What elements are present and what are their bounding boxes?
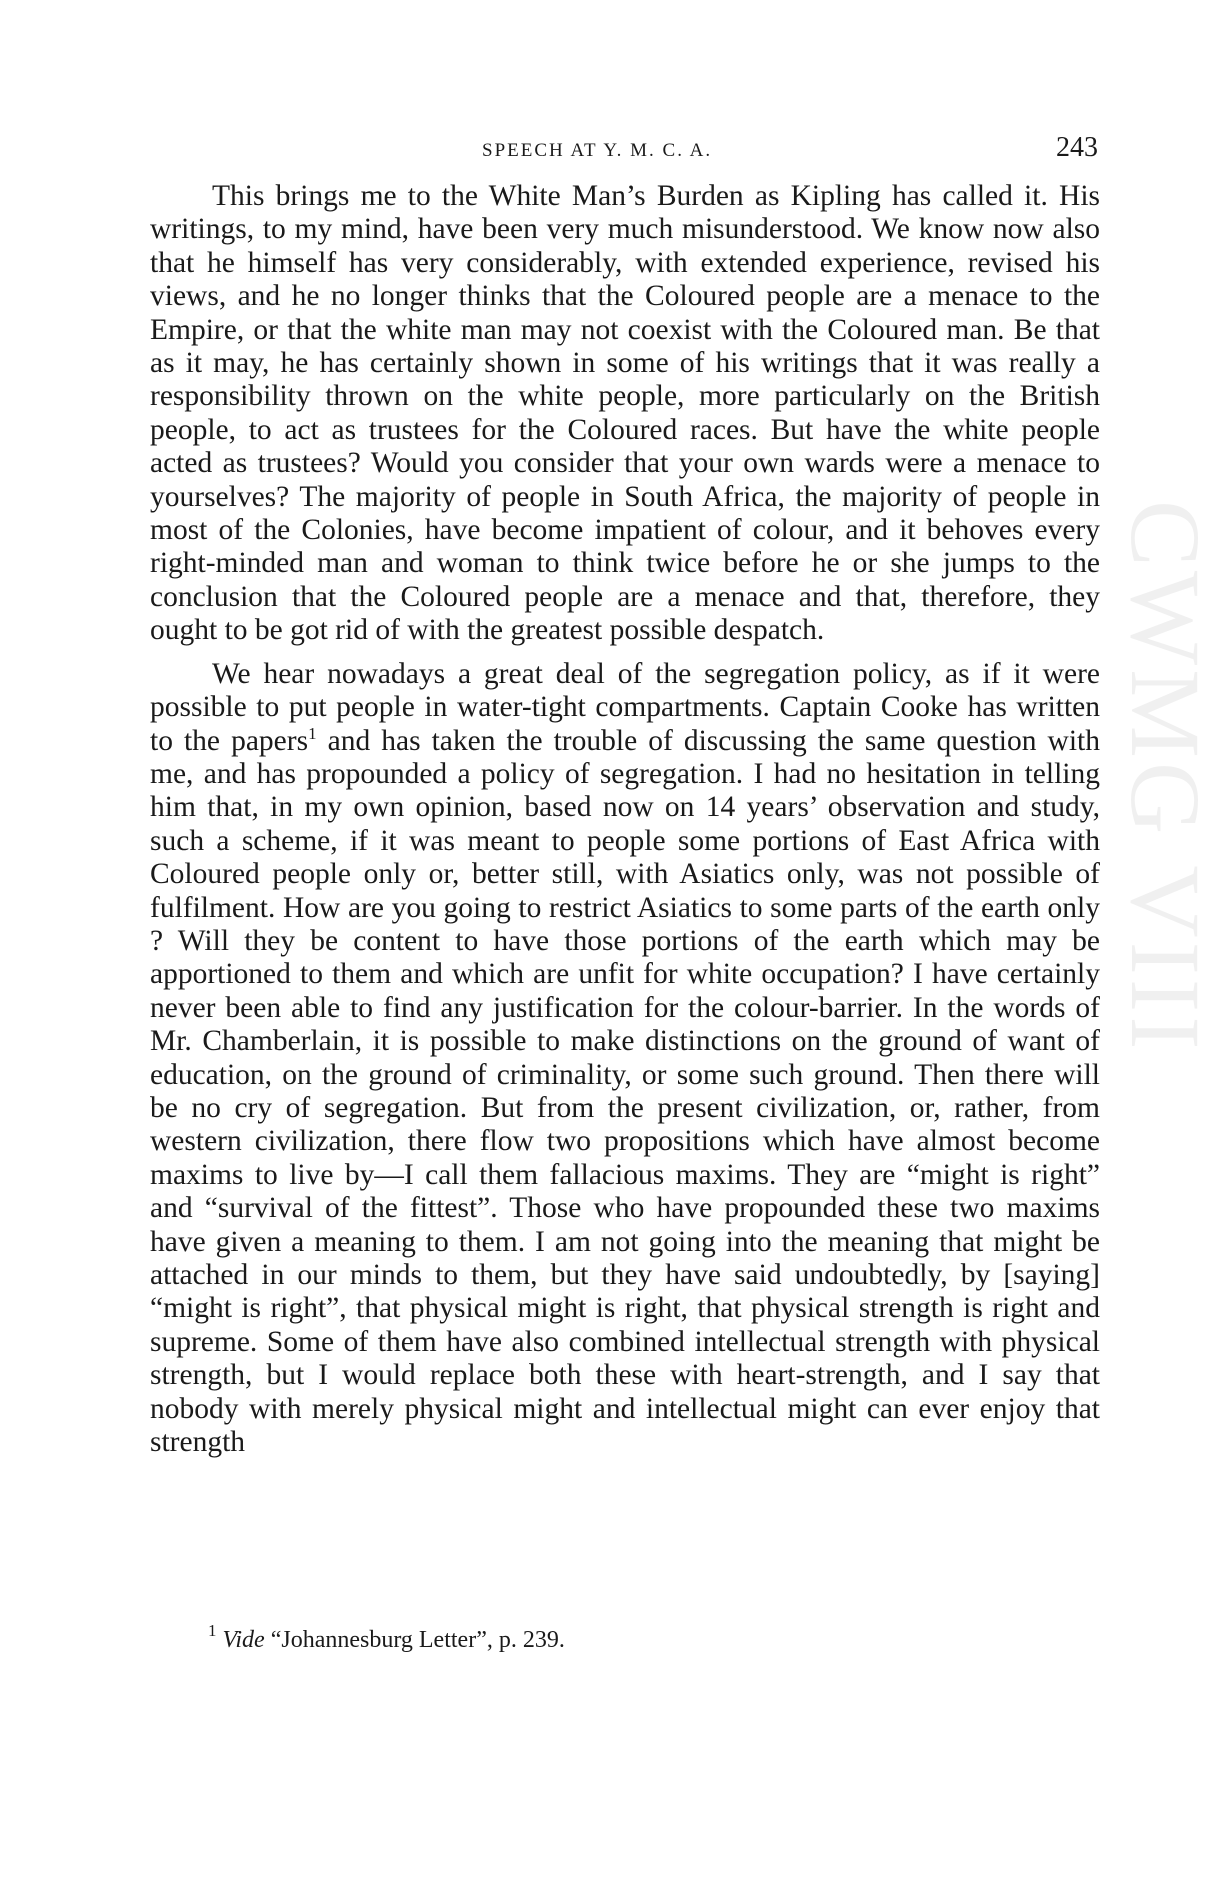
paragraph-1-text: This brings me to the White Man’s Burden as Kipling has called it. His writings, to my mind, have been very much misunderstood. We know now also that he himself has very considerably, with extended experience, revised his views, and he no longer thinks that the Coloured people are a menace to the Empire, or that the white man may not coexist with the Coloured man. Be that as it may, he has certainly shown in some of his writings that it was really a responsibility thrown on the white people, more particularly on the British people, to act as trustees for the Coloured races. But have the white people acted as trustees? Would you consider that your own wards were a menace to yourselves? The majority of people in South Africa, the majority of people in most of the Colonies, have become impatient of colour, and it behoves every right-minded man and woman to think twice before he or she jumps to the conclusion that the Coloured people are a menace and that, therefore, they ought to be got rid of with the greatest possible despatch. (150, 180, 1100, 647)
body-text (150, 180, 1100, 1459)
paragraph-2 (150, 658, 1100, 1460)
page-header (150, 132, 1100, 172)
paragraph-1 (150, 180, 1100, 648)
paragraph-2-text-before-note: We hear nowadays a great deal of the segregation policy, as if it were possible to put people in water-tight compartments. Captain Cooke has written to the papers (150, 657, 1100, 757)
paragraph-2-text-after-note: and has taken the trouble of discussing the same question with me, and has propounded a policy of segregation. I had no hesitation in telling him that, in my own opinion, based now on 14 years’ observation and study, such a scheme, if it was meant to people some portions of East Africa with Coloured people only or, better still, with Asiatics only, was not possible of fulfilment. How are you going to restrict Asiatics to some parts of the earth only ? Will they be content to have those portions of the earth which may be apportioned to them and which are unfit for white occupation? I have certainly never been able to find any justification for the colour-barrier. In the words of Mr. Chamberlain, it is possible to make distinctions on the ground of want of education, on the ground of criminality, or some such ground. Then there will be no cry of segregation. But from the present civilization, or, rather, from western civilization, there flow two propositions which have almost become maxims to live by—I call them fallacious maxims. They are “might is right” and “survival of the fittest”. Those who have propounded these two maxims have given a meaning to them. I am not going into the meaning that might be attached in our minds to them, but they have said undoubtedly, by [saying] “might is right”, that physical might is right, that physical strength is right and supreme. Some of them have also combined intellectual strength with physical strength, but I would replace both these with heart-strength, and I say that nobody with merely physical might and intellectual might can ever enjoy that strength (150, 724, 1100, 1459)
page-number: 243 (1056, 132, 1098, 163)
footnote-reference: 1 (308, 723, 317, 743)
watermark: CWMG VIII (1110, 500, 1221, 1054)
footnote-text: “Johannesburg Letter”, p. 239. (264, 1627, 565, 1653)
footnote-marker: 1 (208, 1621, 217, 1640)
running-head: SPEECH AT Y. M. C. A. (482, 140, 713, 161)
footnote (208, 1621, 565, 1654)
footnote-italic: Vide (222, 1627, 265, 1653)
